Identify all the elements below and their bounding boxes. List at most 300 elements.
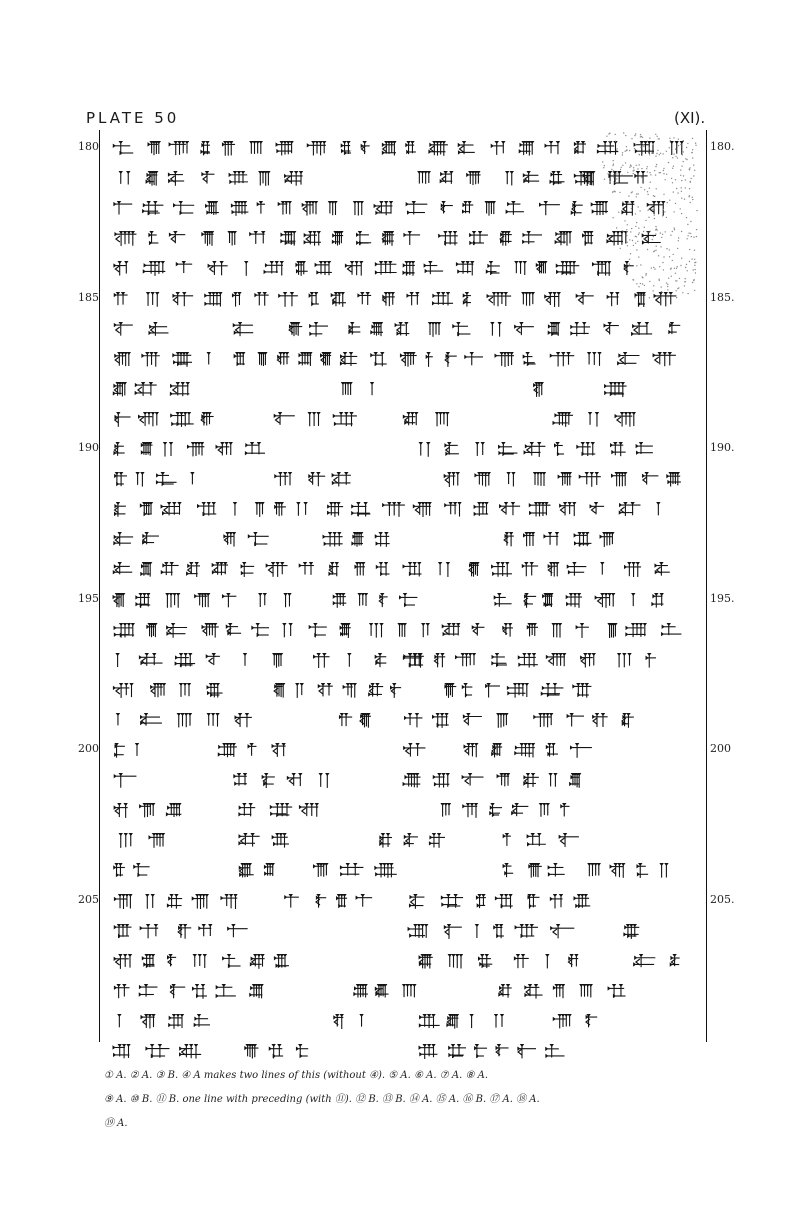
cuneiform-sign — [132, 471, 148, 487]
text-line — [112, 949, 697, 971]
cuneiform-sign — [184, 471, 208, 487]
cuneiform-sign — [241, 260, 256, 276]
text-line — [112, 889, 697, 911]
cuneiform-sign — [373, 200, 397, 216]
cuneiform-sign — [359, 140, 375, 156]
line-number-right: 190. — [710, 441, 735, 454]
cuneiform-sign — [354, 592, 370, 608]
text-line — [112, 497, 697, 519]
cuneiform-sign — [523, 983, 543, 999]
cuneiform-sign — [357, 1013, 370, 1029]
cuneiform-sign — [178, 1043, 202, 1059]
cuneiform-sign — [169, 381, 194, 397]
cuneiform-sign — [252, 501, 266, 517]
cuneiform-sign — [543, 291, 564, 307]
cuneiform-sign — [368, 351, 390, 367]
cuneiform-sign — [325, 200, 339, 216]
cuneiform-sign — [267, 1043, 286, 1059]
cuneiform-sign — [628, 592, 643, 608]
cuneiform-sign — [395, 622, 408, 638]
cuneiform-sign — [439, 200, 452, 216]
cuneiform-sign — [544, 1043, 566, 1059]
cuneiform-sign — [298, 802, 323, 818]
cuneiform-sign — [516, 291, 537, 307]
cuneiform-sign — [167, 1013, 187, 1029]
cuneiform-sign — [344, 260, 367, 276]
cuneiform-sign — [553, 441, 566, 457]
cuneiform-sign — [338, 351, 358, 367]
cuneiform-sign — [168, 230, 189, 246]
cuneiform-sign — [381, 501, 405, 517]
cuneiform-sign — [146, 140, 162, 156]
cuneiform-sign — [532, 712, 556, 728]
cuneiform-sign — [192, 1013, 212, 1029]
text-line — [112, 437, 697, 459]
cuneiform-sign — [206, 260, 230, 276]
cuneiform-sign — [574, 983, 595, 999]
cuneiform-sign — [548, 893, 568, 909]
cuneiform-sign — [454, 652, 479, 668]
cuneiform-sign — [394, 321, 413, 337]
cuneiform-sign — [195, 501, 220, 517]
cuneiform-sign — [430, 712, 452, 728]
cuneiform-sign — [283, 170, 307, 186]
cuneiform-sign — [200, 170, 220, 186]
cuneiform-sign — [155, 471, 177, 487]
cuneiform-sign — [349, 200, 366, 216]
cuneiform-sign — [316, 682, 336, 698]
cuneiform-sign — [140, 351, 161, 367]
cuneiform-sign — [138, 652, 163, 668]
cuneiform-sign — [549, 923, 575, 939]
cuneiform-sign — [462, 742, 481, 758]
cuneiform-sign — [250, 622, 272, 638]
cuneiform-sign — [367, 682, 383, 698]
cuneiform-sign — [165, 802, 183, 818]
cuneiform-sign — [254, 170, 272, 186]
cuneiform-sign — [225, 622, 240, 638]
cuneiform-sign — [490, 561, 513, 577]
cuneiform-sign — [145, 170, 159, 186]
cuneiform-sign — [176, 923, 190, 939]
cuneiform-sign — [405, 200, 430, 216]
text-line — [112, 407, 697, 429]
cuneiform-sign — [548, 622, 564, 638]
cuneiform-sign — [303, 230, 324, 246]
cuneiform-sign — [551, 983, 567, 999]
cuneiform-sign — [215, 441, 236, 457]
cuneiform-sign — [510, 802, 529, 818]
cuneiform-sign — [485, 260, 502, 276]
cuneiform-sign — [525, 832, 547, 848]
text-line — [112, 618, 697, 640]
cuneiform-sign — [332, 592, 347, 608]
cuneiform-sign — [515, 1043, 535, 1059]
cuneiform-sign — [389, 682, 404, 698]
cuneiform-sign — [338, 622, 351, 638]
text-line — [112, 347, 697, 369]
cuneiform-sign — [412, 170, 433, 186]
cuneiform-sign — [552, 1013, 574, 1029]
cuneiform-sign — [141, 200, 163, 216]
cuneiform-sign — [112, 260, 134, 276]
cuneiform-sign — [140, 291, 163, 307]
cuneiform-sign — [112, 441, 128, 457]
cuneiform-sign — [594, 592, 618, 608]
cuneiform-sign — [112, 411, 130, 427]
cuneiform-sign — [232, 321, 255, 337]
cuneiform-sign — [337, 712, 351, 728]
cuneiform-sign — [446, 1043, 466, 1059]
cuneiform-sign — [605, 622, 618, 638]
cuneiform-sign — [522, 351, 538, 367]
cuneiform-sign — [634, 441, 654, 457]
cuneiform-sign — [443, 501, 465, 517]
cuneiform-sign — [244, 140, 265, 156]
cuneiform-sign — [455, 260, 478, 276]
cuneiform-sign — [566, 561, 590, 577]
cuneiform-sign — [190, 983, 210, 999]
cuneiform-sign — [112, 802, 133, 818]
cuneiform-sign — [112, 230, 138, 246]
left-margin-rule — [99, 130, 100, 1042]
cuneiform-sign — [170, 291, 192, 307]
cuneiform-sign — [467, 561, 480, 577]
cuneiform-sign — [502, 531, 516, 547]
cuneiform-sign — [287, 321, 301, 337]
cuneiform-sign — [653, 561, 677, 577]
cuneiform-sign — [590, 712, 610, 728]
cuneiform-sign — [352, 983, 369, 999]
cuneiform-sign — [520, 561, 538, 577]
cuneiform-sign — [547, 321, 561, 337]
cuneiform-sign — [497, 983, 514, 999]
cuneiform-sign — [272, 501, 285, 517]
cuneiform-sign — [461, 682, 474, 698]
cuneiform-sign — [512, 953, 529, 969]
cuneiform-sign — [656, 862, 672, 878]
line-number-right: 205. — [710, 892, 735, 906]
cuneiform-sign — [147, 230, 160, 246]
cuneiform-sign — [635, 862, 650, 878]
cuneiform-sign — [306, 471, 325, 487]
cuneiform-sign — [423, 260, 444, 276]
cuneiform-sign — [513, 321, 537, 337]
cuneiform-sign — [256, 200, 270, 216]
cuneiform-sign — [232, 351, 247, 367]
cuneiform-sign — [112, 351, 133, 367]
cuneiform-sign — [651, 351, 676, 367]
cuneiform-sign — [417, 953, 433, 969]
cuneiform-sign — [112, 501, 129, 517]
cuneiform-sign — [373, 652, 393, 668]
cuneiform-sign — [140, 531, 159, 547]
cuneiform-sign — [232, 712, 255, 728]
cuneiform-sign — [596, 561, 614, 577]
cuneiform-sign — [331, 230, 344, 246]
cuneiform-sign — [282, 893, 307, 909]
cuneiform-sign — [374, 531, 393, 547]
cuneiform-sign — [272, 411, 295, 427]
cuneiform-sign — [263, 862, 276, 878]
cuneiform-sign — [445, 1013, 460, 1029]
cuneiform-sign — [450, 321, 474, 337]
cuneiform-sign — [253, 291, 271, 307]
cuneiform-sign — [167, 140, 192, 156]
cuneiform-sign — [138, 802, 157, 818]
cuneiform-sign — [220, 592, 244, 608]
cuneiform-sign — [228, 170, 248, 186]
cuneiform-sign — [139, 501, 154, 517]
cuneiform-sign — [503, 471, 519, 487]
cuneiform-sign — [568, 742, 594, 758]
cuneiform-sign — [221, 953, 244, 969]
cuneiform-sign — [380, 140, 398, 156]
cuneiform-sign — [571, 682, 592, 698]
cuneiform-sign — [537, 200, 562, 216]
cuneiform-sign — [339, 862, 364, 878]
cuneiform-sign — [247, 531, 271, 547]
cuneiform-sign — [481, 200, 497, 216]
cuneiform-sign — [441, 953, 466, 969]
cuneiform-sign — [573, 531, 592, 547]
cuneiform-sign — [545, 742, 558, 758]
cuneiform-sign — [112, 561, 134, 577]
cuneiform-sign — [443, 441, 461, 457]
cuneiform-sign — [580, 351, 606, 367]
cuneiform-sign — [237, 802, 258, 818]
line-number-right: 180. — [710, 140, 735, 153]
cuneiform-sign — [546, 561, 561, 577]
cuneiform-sign — [485, 291, 511, 307]
cuneiform-sign — [439, 170, 458, 186]
cuneiform-sign — [535, 260, 548, 276]
text-line — [112, 678, 697, 700]
cuneiform-sign — [441, 622, 464, 638]
cuneiform-sign — [517, 140, 536, 156]
cuneiform-sign — [229, 200, 249, 216]
right-margin-rule — [706, 130, 707, 1042]
cuneiform-sign — [640, 471, 659, 487]
cuneiform-sign — [239, 561, 254, 577]
cuneiform-sign — [557, 501, 580, 517]
text-line — [112, 377, 697, 399]
cuneiform-sign — [613, 411, 639, 427]
cuneiform-sign — [505, 200, 529, 216]
cuneiform-sign — [217, 742, 238, 758]
cuneiform-sign — [300, 200, 320, 216]
text-line — [112, 467, 697, 489]
cuneiform-sign — [255, 592, 270, 608]
cuneiform-sign — [265, 561, 288, 577]
cuneiform-sign — [160, 501, 186, 517]
cuneiform-sign — [575, 622, 595, 638]
cuneiform-sign — [488, 802, 501, 818]
text-line — [112, 317, 697, 339]
cuneiform-text — [112, 130, 697, 1042]
cuneiform-sign — [143, 1043, 169, 1059]
cuneiform-sign — [430, 291, 454, 307]
cuneiform-sign — [205, 682, 222, 698]
line-number-left: 180 — [78, 140, 99, 153]
cuneiform-sign — [404, 140, 417, 156]
cuneiform-sign — [528, 471, 548, 487]
cuneiform-sign — [617, 501, 641, 517]
cuneiform-sign — [147, 832, 167, 848]
cuneiform-sign — [525, 622, 538, 638]
cuneiform-sign — [231, 291, 244, 307]
cuneiform-sign — [204, 200, 219, 216]
line-number-left: 200 — [78, 742, 99, 755]
cuneiform-sign — [442, 682, 455, 698]
cuneiform-sign — [112, 291, 129, 307]
cuneiform-sign — [622, 923, 639, 939]
cuneiform-sign — [290, 501, 314, 517]
cuneiform-sign — [542, 531, 565, 547]
cuneiform-sign — [305, 140, 329, 156]
cuneiform-sign — [483, 682, 499, 698]
cuneiform-sign — [622, 561, 643, 577]
cuneiform-sign — [139, 441, 153, 457]
cuneiform-sign — [472, 923, 486, 939]
cuneiform-sign — [138, 983, 161, 999]
line-number-left: 205 — [78, 892, 99, 906]
line-number-left: 185 — [78, 290, 99, 304]
cuneiform-sign — [440, 893, 464, 909]
cuneiform-sign — [312, 652, 331, 668]
cuneiform-sign — [516, 652, 540, 668]
text-line — [112, 1039, 697, 1061]
cuneiform-sign — [167, 170, 191, 186]
cuneiform-sign — [609, 441, 627, 457]
cuneiform-sign — [247, 230, 272, 246]
cuneiform-sign — [215, 983, 240, 999]
cuneiform-sign — [219, 893, 241, 909]
text-line — [112, 588, 697, 610]
cuneiform-sign — [554, 230, 574, 246]
cuneiform-sign — [201, 351, 223, 367]
cuneiform-sign — [525, 893, 538, 909]
cuneiform-sign — [373, 260, 396, 276]
cuneiform-sign — [543, 140, 566, 156]
cuneiform-sign — [428, 832, 445, 848]
cuneiform-sign — [112, 622, 138, 638]
cuneiform-sign — [616, 351, 642, 367]
cuneiform-sign — [540, 682, 563, 698]
cuneiform-sign — [522, 170, 541, 186]
cuneiform-sign — [237, 862, 253, 878]
cuneiform-sign — [164, 622, 190, 638]
cuneiform-sign — [263, 260, 288, 276]
cuneiform-sign — [314, 893, 327, 909]
cuneiform-sign — [350, 531, 364, 547]
cuneiform-sign — [362, 622, 388, 638]
text-line — [112, 768, 697, 790]
cuneiform-sign — [273, 953, 289, 969]
cuneiform-sign — [307, 291, 321, 307]
cuneiform-sign — [443, 351, 457, 367]
cuneiform-sign — [112, 1013, 133, 1029]
cuneiform-sign — [334, 893, 348, 909]
cuneiform-sign — [112, 200, 132, 216]
cuneiform-sign — [502, 832, 516, 848]
cuneiform-sign — [401, 260, 417, 276]
cuneiform-sign — [540, 953, 561, 969]
cuneiform-sign — [472, 1043, 486, 1059]
cuneiform-sign — [417, 1043, 439, 1059]
cuneiform-sign — [402, 772, 421, 788]
cuneiform-sign — [630, 321, 656, 337]
cuneiform-sign — [456, 140, 479, 156]
cuneiform-sign — [292, 682, 307, 698]
cuneiform-sign — [564, 592, 584, 608]
text-line — [112, 708, 697, 730]
cuneiform-sign — [490, 652, 510, 668]
cuneiform-sign — [112, 381, 128, 397]
cuneiform-sign — [442, 923, 462, 939]
cuneiform-sign — [588, 501, 611, 517]
cuneiform-sign — [665, 471, 681, 487]
cuneiform-sign — [312, 862, 330, 878]
cuneiform-sign — [429, 411, 452, 427]
cuneiform-sign — [112, 1043, 134, 1059]
cuneiform-sign — [238, 652, 258, 668]
cuneiform-sign — [494, 893, 516, 909]
cuneiform-sign — [269, 802, 293, 818]
cuneiform-sign — [190, 893, 211, 909]
cuneiform-sign — [624, 622, 650, 638]
cuneiform-sign — [325, 501, 343, 517]
cuneiform-sign — [337, 381, 354, 397]
cuneiform-sign — [427, 140, 448, 156]
cuneiform-sign — [244, 441, 267, 457]
cuneiform-sign — [169, 411, 194, 427]
cuneiform-sign — [272, 682, 286, 698]
cuneiform-sign — [475, 893, 488, 909]
cuneiform-sign — [222, 531, 238, 547]
cuneiform-sign — [490, 742, 503, 758]
cuneiform-sign — [112, 682, 138, 698]
cuneiform-sign — [573, 893, 590, 909]
cuneiform-sign — [134, 381, 160, 397]
cuneiform-sign — [463, 351, 488, 367]
cuneiform-sign — [568, 772, 582, 788]
cuneiform-sign — [159, 592, 183, 608]
cuneiform-sign — [140, 1013, 158, 1029]
cuneiform-sign — [342, 652, 363, 668]
cuneiform-sign — [402, 411, 421, 427]
cuneiform-sign — [352, 561, 367, 577]
cuneiform-sign — [322, 531, 345, 547]
cuneiform-sign — [407, 893, 431, 909]
cuneiform-sign — [242, 1043, 258, 1059]
cuneiform-sign — [272, 471, 296, 487]
cuneiform-sign — [574, 441, 599, 457]
cuneiform-sign — [369, 321, 384, 337]
cuneiform-sign — [277, 200, 294, 216]
cuneiform-sign — [513, 742, 538, 758]
cuneiform-sign — [651, 501, 672, 517]
text-line — [112, 738, 697, 760]
line-number-left: 190 — [78, 441, 99, 454]
cuneiform-sign — [298, 561, 318, 577]
cuneiform-sign — [160, 561, 178, 577]
cuneiform-sign — [271, 832, 289, 848]
cuneiform-sign — [132, 862, 150, 878]
cuneiform-sign — [417, 1013, 439, 1029]
cuneiform-sign — [138, 712, 161, 728]
cuneiform-sign — [261, 772, 276, 788]
